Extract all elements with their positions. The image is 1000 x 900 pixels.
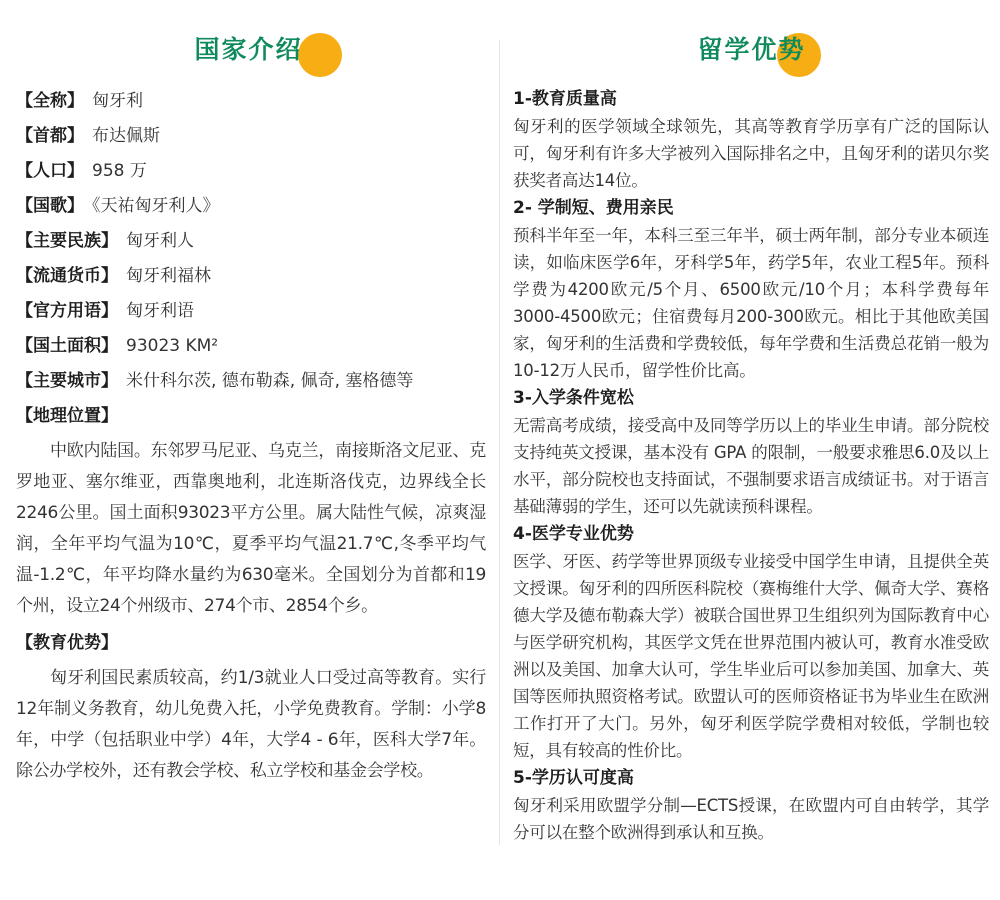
- study-advantages-heading: [503, 18, 1000, 68]
- advantage-title: 3-入学条件宽松: [513, 388, 634, 408]
- fact-ethnicity: 【主要民族】 匈牙利人: [16, 231, 194, 251]
- advantage-title: 5-学历认可度高: [513, 768, 634, 788]
- advantage-text: 匈牙利的医学领域全球领先，其高等教育学历享有广泛的国际认可，匈牙利有许多大学被列入国际排名之中，且匈牙利的诺贝尔奖获奖者高达14位。: [513, 117, 989, 190]
- geo-label: 【地理位置】: [16, 406, 118, 426]
- advantage-text: 医学、牙医、药学等世界顶级专业接受中国学生申请，且提供全英文授课。匈牙利的四所医科院校（赛梅维什大学、佩奇大学、赛格德大学及德布勒森大学）被联合国世界卫生组织列为国际教育中心与医学研究机构，其医学文凭在世界范围内被认可，教育水准受欧洲以及美国、加拿大认可，学生毕业后可以参加美国、加拿大、英国等医师执照资格考试。欧盟认可的医师资格证书为毕业生在欧洲工作打开了大门。另外，匈牙利医学院学费相对较低，学制也较短，具有较高的性价比。: [513, 552, 989, 760]
- study-advantages-title: 留学优势: [697, 35, 806, 64]
- fact-language: 【官方用语】 匈牙利语: [16, 301, 194, 321]
- advantage-title: 4-医学专业优势: [513, 524, 634, 544]
- fact-population: 【人口】 958 万: [16, 161, 147, 181]
- fact-anthem: 【国歌】 《天祐匈牙利人》: [16, 196, 220, 216]
- advantage-text: 匈牙利采用欧盟学分制—ECTS授课，在欧盟内可自由转学，其学分可以在整个欧洲得到承认和互换。: [513, 796, 989, 842]
- column-divider: [499, 40, 500, 845]
- edu-text: 匈牙利国民素质较高，约1/3就业人口受过高等教育。实行12年制义务教育，幼儿免费入托，小学免费教育。学制：小学8年，中学（包括职业中学）4年，大学4 - 6年，医科大学7年。除公办学校外，还有教会学校、私立学校和基金会学校。: [16, 668, 486, 781]
- advantages-list: [513, 85, 989, 846]
- country-intro-title: 国家介绍: [194, 35, 303, 64]
- fact-currency: 【流通货币】 匈牙利福林: [16, 266, 211, 286]
- advantage-title: 2- 学制短、费用亲民: [513, 198, 674, 218]
- fact-full-name: 【全称】 匈牙利: [16, 91, 143, 111]
- edu-label: 【教育优势】: [16, 633, 118, 653]
- fact-cities: 【主要城市】 米什科尔茨, 德布勒森, 佩奇, 塞格德等: [16, 371, 414, 391]
- advantage-text: 无需高考成绩，接受高中及同等学历以上的毕业生申请。部分院校支持纯英文授课，基本没有 GPA 的限制，一般要求雅思6.0及以上水平，部分院校也支持面试，不强制要求语言成绩证书。对于语言基础薄弱的学生，还可以先就读预科课程。: [513, 416, 989, 516]
- country-facts: [16, 84, 486, 791]
- fact-area: 【国土面积】 93023 KM²: [16, 336, 219, 356]
- fact-capital: 【首都】 布达佩斯: [16, 126, 160, 146]
- country-intro-heading: [0, 18, 497, 68]
- decorative-circle-icon: [298, 33, 342, 77]
- advantage-title: 1-教育质量高: [513, 89, 617, 109]
- geo-text: 中欧内陆国。东邻罗马尼亚、乌克兰，南接斯洛文尼亚、克罗地亚、塞尔维亚，西靠奥地利，北连斯洛伐克，边界线全长2246公里。国土面积93023平方公里。属大陆性气候，凉爽湿润，全年平均气温为10℃，夏季平均气温21.7℃,冬季平均气温-1.2℃，年平均降水量约为630毫米。全国划分为首都和19个州，设立24个州级市、274个市、2854个乡。: [16, 441, 486, 616]
- advantage-text: 预科半年至一年，本科三至三年半，硕士两年制，部分专业本硕连读，如临床医学6年，牙科学5年，药学5年，农业工程5年。预科学费为4200欧元/5个月、6500欧元/10个月；本科学费每年3000-4500欧元；住宿费每月200-300欧元。相比于其他欧美国家，匈牙利的生活费和学费较低，每年学费和生活费总花销一般为10-12万人民币，留学性价比高。: [513, 226, 989, 380]
